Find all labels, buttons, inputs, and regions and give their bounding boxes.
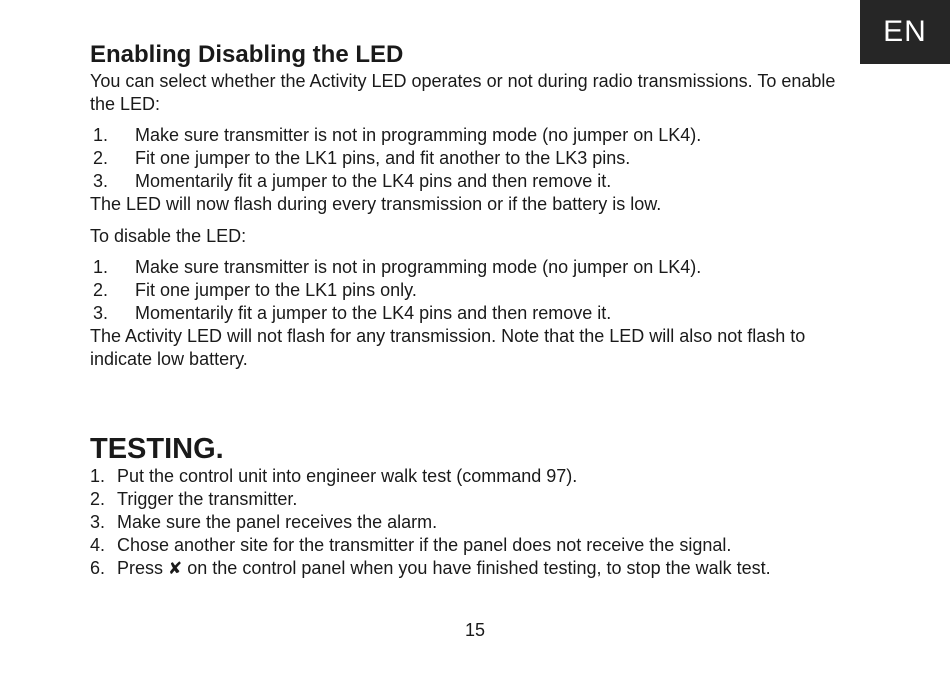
step-text [117, 557, 771, 580]
list-item [90, 465, 860, 488]
testing-steps-list [90, 465, 860, 580]
step-number: 2. [93, 280, 109, 300]
step-text: Chose another site for the transmitter if the panel does not receive the signal. [117, 535, 732, 555]
disable-steps-list [90, 256, 860, 325]
disable-result: The Activity LED will not flash for any transmission. Note that the LED will also not flash to indicate low battery. [90, 326, 806, 369]
step-number: 3. [93, 171, 109, 191]
step-number: 3. [93, 303, 109, 323]
list-item [90, 534, 860, 557]
enable-result: The LED will now flash during every transmission or if the battery is low. [90, 194, 662, 214]
list-item [90, 302, 860, 325]
list-item [90, 170, 860, 193]
page-number: 15 [464, 620, 486, 640]
step-text-after: on the control panel when you have finished testing, to stop the walk test. [182, 558, 771, 578]
page-content [90, 40, 860, 580]
step-number: 2. [93, 148, 109, 168]
step-text: Trigger the transmitter. [117, 489, 298, 509]
step-number: 2. [90, 489, 106, 509]
step-number: 1. [93, 257, 109, 277]
spacer [90, 371, 860, 433]
step-text: Momentarily fit a jumper to the LK4 pins and then remove it. [135, 171, 612, 191]
enable-intro: You can select whether the Activity LED operates or not during radio transmissions. To enable the LED: [90, 71, 836, 114]
step-text-before: Press [117, 558, 169, 578]
step-text: Make sure the panel receives the alarm. [117, 512, 438, 532]
list-item [90, 124, 860, 147]
disable-intro: To disable the LED: [90, 226, 247, 246]
step-text: Momentarily fit a jumper to the LK4 pins and then remove it. [135, 303, 612, 323]
section-title-testing: TESTING. [90, 433, 224, 465]
step-text: Put the control unit into engineer walk test (command 97). [117, 466, 578, 486]
step-number: 3. [90, 512, 106, 532]
step-number: 1. [90, 466, 106, 486]
language-tab: EN [860, 0, 950, 64]
step-text: Fit one jumper to the LK1 pins, and fit another to the LK3 pins. [135, 148, 631, 168]
step-number: 4. [90, 535, 106, 555]
step-text: Make sure transmitter is not in programming mode (no jumper on LK4). [135, 125, 702, 145]
step-number: 6. [90, 558, 106, 578]
list-item [90, 557, 860, 580]
step-text: Fit one jumper to the LK1 pins only. [135, 280, 417, 300]
list-item [90, 279, 860, 302]
list-item [90, 488, 860, 511]
list-item [90, 256, 860, 279]
list-item [90, 511, 860, 534]
step-number: 1. [93, 125, 109, 145]
list-item [90, 147, 860, 170]
spacer [90, 216, 860, 225]
section-title-enable-disable: Enabling Disabling the LED [90, 41, 404, 68]
enable-steps-list [90, 124, 860, 193]
cross-key-icon: ✘ [168, 559, 183, 578]
step-text: Make sure transmitter is not in programming mode (no jumper on LK4). [135, 257, 702, 277]
